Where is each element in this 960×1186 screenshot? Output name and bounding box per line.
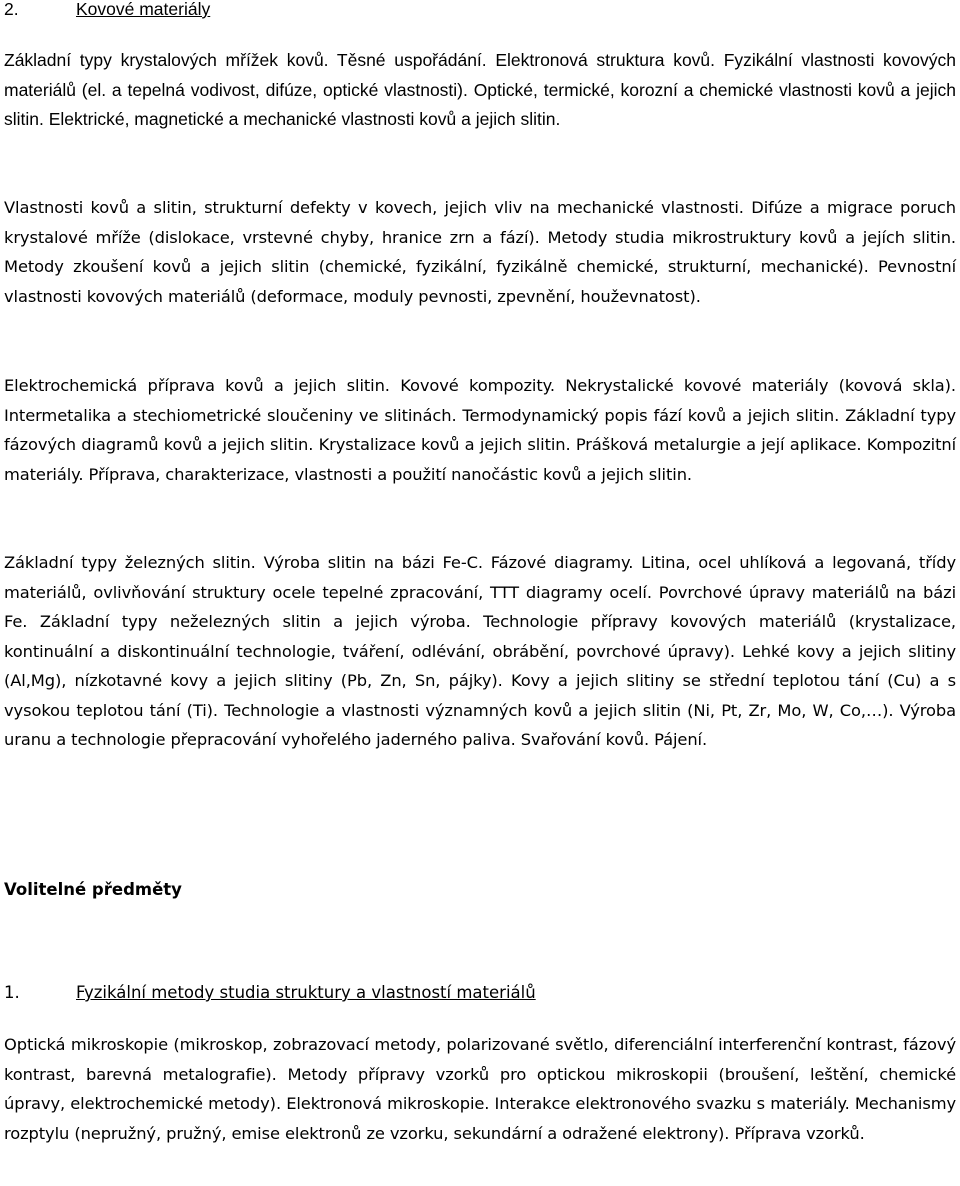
section-2-title: Kovové materiály: [76, 0, 211, 19]
section-2-heading: [4, 0, 210, 20]
paragraph-crystal-structures: Základní typy krystalových mřížek kovů. Těsné uspořádání. Elektronová struktura kovů. Fyzikální vlastnosti kovových materiálů (el. a tepelná vodivost, difúze, optické vlastnosti). Optické, termické, korozní a chemické vlastnosti kovů a jejich slitin. Elektrické, magnetické a mechanické vlastnosti kovů a jejich slitin.: [4, 50, 956, 129]
section-1-heading: [4, 983, 536, 1002]
paragraph-physical-methods: Optická mikroskopie (mikroskop, zobrazovací metody, polarizované světlo, diferenciální interferenční kontrast, fázový kontrast, barevná metalografie). Metody přípravy vzorků pro optickou mikroskopii (broušení, leštění, chemické úpravy, elektrochemické metody). Elektronová mikroskopie. Interakce elektronového svazku s materiály. Mechanismy rozptylu (nepružný, pružný, emise elektronů ze vzorku, sekundární a odražené elektrony). Příprava vzorků.: [4, 1035, 956, 1143]
paragraph-electrochemistry-composites: Elektrochemická příprava kovů a jejich slitin. Kovové kompozity. Nekrystalické kovové materiály (kovová skla). Intermetalika a stechiometrické sloučeniny ve slitinách. Termodynamický popis fází kovů a jejich slitin. Základní typy fázových diagramů kovů a jejich slitin. Krystalizace kovů a jejich slitin. Prášková metalurgie a její aplikace. Kompozitní materiály. Příprava, charakterizace, vlastnosti a použití nanočástic kovů a jejich slitin.: [4, 376, 956, 484]
paragraph-iron-alloys-technology: Základní typy železných slitin. Výroba slitin na bázi Fe-C. Fázové diagramy. Litina, ocel uhlíková a legovaná, třídy materiálů, ovlivňování struktury ocele tepelné zpracování, TTT diagramy ocelí. Povrchové úpravy materiálů na bázi Fe. Základní typy neželezných slitin a jejich výroba. Technologie přípravy kovových materiálů (krystalizace, kontinuální a diskontinuální technologie, tváření, odlévání, obrábění, povrchové úpravy). Lehké kovy a jejich slitiny (Al,Mg), nízkotavné kovy a jejich slitiny (Pb, Zn, Sn, pájky). Kovy a jejich slitiny se střední teplotou tání (Cu) a s vysokou teplotou tání (Ti). Technologie a vlastnosti významných kovů a jejich slitin (Ni, Pt, Zr, Mo, W, Co,…). Výroba uranu a technologie přepracování vyhořelého jaderného paliva. Svařování kovů. Pájení.: [4, 553, 956, 749]
paragraph-defects-properties: Vlastnosti kovů a slitin, strukturní defekty v kovech, jejich vliv na mechanické vlastnosti. Difúze a migrace poruch krystalové mříže (dislokace, vrstevné chyby, hranice zrn a fází). Metody studia mikrostruktury kovů a jejích slitin. Metody zkoušení kovů a jejich slitin (chemické, fyzikální, fyzikálně chemické, strukturní, mechanické). Pevnostní vlastnosti kovových materiálů (deformace, moduly pevnosti, zpevnění, houževnatost).: [4, 198, 956, 306]
section-1-title: Fyzikální metody studia struktury a vlastností materiálů: [76, 983, 536, 1002]
electives-heading: Volitelné předměty: [4, 880, 182, 899]
section-1-number: 1.: [4, 983, 20, 1002]
section-2-number: 2.: [4, 0, 19, 19]
